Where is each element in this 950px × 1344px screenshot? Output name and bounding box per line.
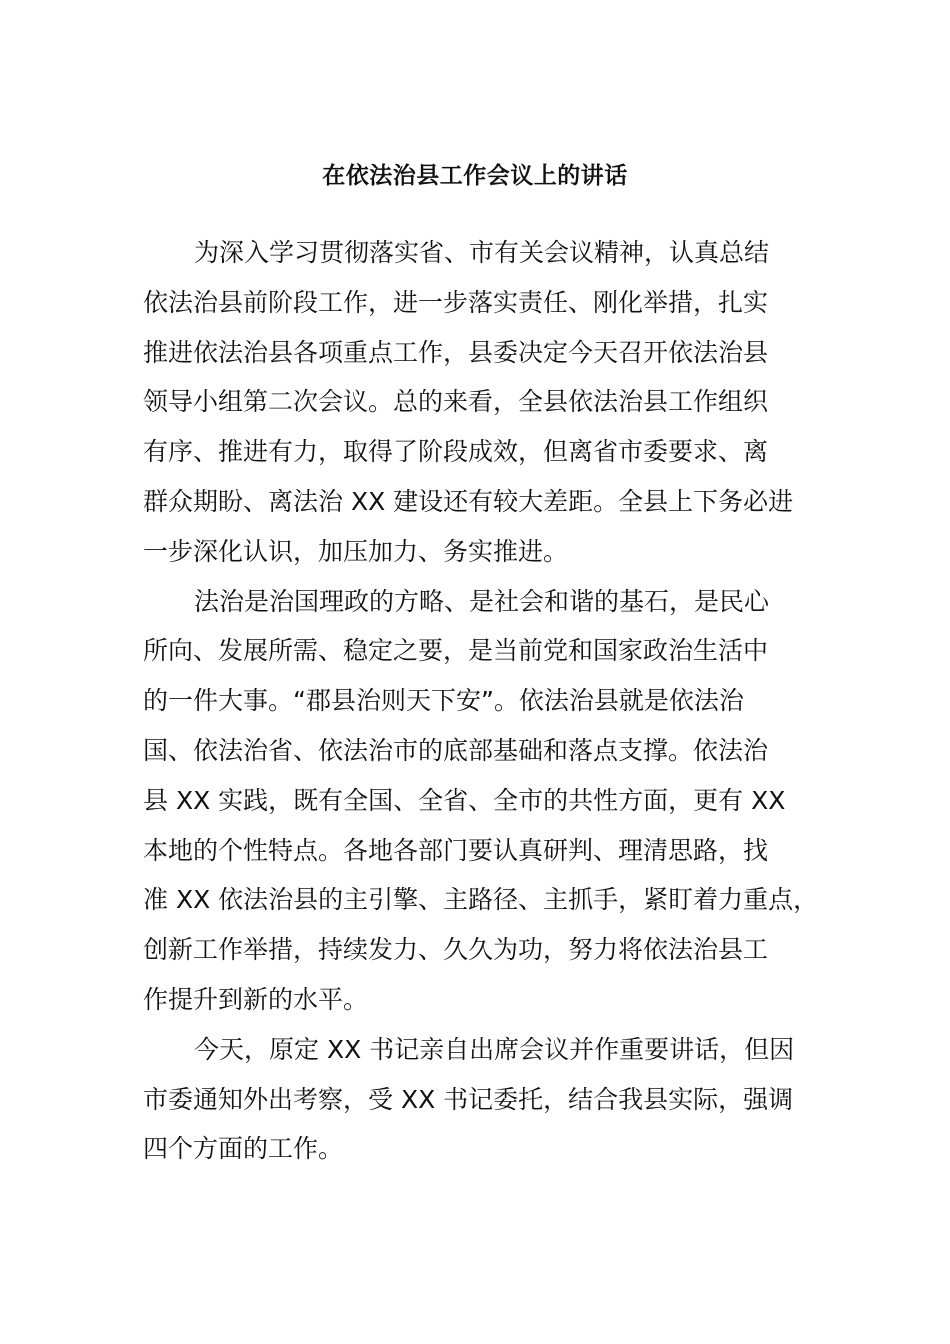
paragraph-1-line-6: 群众期盼、离法治 XX 建设还有较大差距。全县上下务必进 [143,486,794,516]
document-title: 在依法治县工作会议上的讲话 [322,163,628,189]
paragraph-2-line-9: 作提升到新的水平。 [143,984,369,1014]
paragraph-1-line-2: 依法治县前阶段工作，进一步落实责任、刚化举措，扎实 [143,287,769,317]
paragraph-2-line-1: 法治是治国理政的方略、是社会和谐的基石，是民心 [194,586,770,616]
paragraph-2-line-3: 的一件大事。“郡县治则天下安”。依法治县就是依法治 [143,686,744,716]
paragraph-1-line-3: 推进依法治县各项重点工作，县委决定今天召开依法治县 [143,337,769,367]
paragraph-1-line-5: 有序、推进有力，取得了阶段成效，但离省市委要求、离 [143,437,769,467]
paragraph-3-line-2: 市委通知外出考察，受 XX 书记委托，结合我县实际，强调 [143,1084,794,1114]
paragraph-2-line-2: 所向、发展所需、稳定之要，是当前党和国家政治生活中 [143,636,769,666]
paragraph-2-line-4: 国、依法治省、依法治市的底部基础和落点支撑。依法治 [143,735,769,765]
paragraph-3-line-3: 四个方面的工作。 [143,1134,344,1164]
paragraph-2-line-8: 创新工作举措，持续发力、久久为功，努力将依法治县工 [143,935,769,965]
paragraph-1-line-4: 领导小组第二次会议。总的来看，全县依法治县工作组织 [143,387,769,417]
paragraph-2-line-7: 准 XX 依法治县的主引擎、主路径、主抓手，紧盯着力重点， [143,885,819,915]
paragraph-2-line-5: 县 XX 实践，既有全国、全省、全市的共性方面，更有 XX [143,785,786,815]
paragraph-2-line-6: 本地的个性特点。各地各部门要认真研判、理清思路，找 [143,835,769,865]
paragraph-1-line-7: 一步深化认识，加压加力、务实推进。 [143,536,569,566]
paragraph-1-line-1: 为深入学习贯彻落实省、市有关会议精神，认真总结 [194,238,770,267]
paragraph-3-line-1: 今天，原定 XX 书记亲自出席会议并作重要讲话，但因 [194,1034,795,1064]
document-body [143,228,823,1174]
